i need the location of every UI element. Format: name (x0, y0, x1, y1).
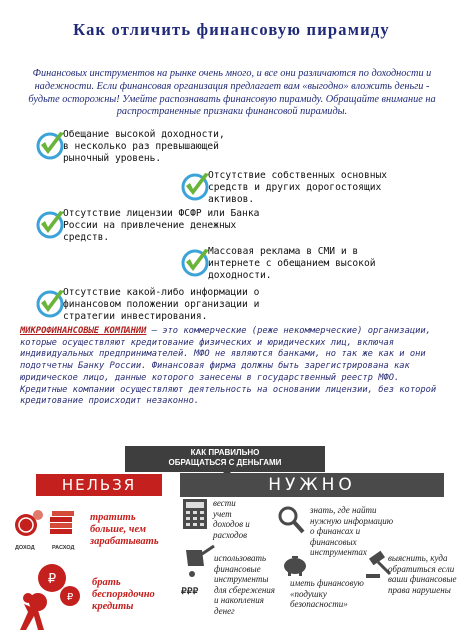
do-know-where-to-apply: выяснить, куда обратиться если ваши финансовые права нарушены (388, 553, 457, 595)
expense-label: РАСХОД (52, 545, 75, 551)
do-use-instruments: использовать финансовые инструменты для сбережения и накопления денег (214, 553, 275, 616)
svg-text:₽: ₽ (47, 572, 57, 587)
dont-take-loans: брать беспорядочно кредиты (92, 577, 155, 612)
magnifier-icon (276, 505, 306, 535)
watering-can-icon (180, 540, 216, 584)
piggy-bank-icon (280, 554, 310, 576)
mfo-lead: МИКРОФИНАНСОВЫЕ КОМПАНИИ (20, 326, 147, 336)
mfo-paragraph (20, 326, 445, 408)
nuzhno-heading: НУЖНО (180, 473, 444, 497)
sign-text: Обещание высокой доходности, в несколько раз превышающей рыночный уровень. (63, 129, 225, 165)
checkmark-icon (36, 208, 66, 240)
sign-text: Отсутствие лицензии ФСФР или Банка России на привлечение денежных средств. (63, 208, 260, 244)
sign-text: Отсутствие собственных основных средств и других дорогостоящих активов. (208, 170, 388, 206)
sign-text: Массовая реклама в СМИ и в интернете с обещанием высокой доходности. (208, 246, 376, 282)
sign-text: Отсутствие какой-либо информации о финансовом положении организации и стратегии инвестирования. (63, 287, 260, 323)
calculator-icon (182, 498, 208, 530)
intro-paragraph: Финансовых инструментов на рынке очень много, и все они различаются по доходности и надежности. Если финансовая организация предлагает вам «выгодно» вложить деньги - будьте осторожны! Умейте распознавать финансовую пирамиду. Обращайте внимание на распространенные признаки финансовой пирамиды. (28, 68, 436, 118)
money-banner (125, 446, 325, 472)
banner-text: КАК ПРАВИЛЬНО ОБРАЩАТЬСЯ С ДЕНЬГАМИ (168, 448, 282, 467)
dont-overspend: тратить больше, чем зарабатывать (90, 512, 159, 547)
nelzya-heading: НЕЛЬЗЯ (36, 474, 162, 496)
coins-icon (12, 505, 84, 545)
checkmark-icon (181, 246, 211, 278)
do-safety-cushion: иметь финансовую «подушку безопасности» (290, 578, 364, 609)
checkmark-icon (181, 170, 211, 202)
checkmark-icon (36, 287, 66, 319)
page-title: Как отличить финансовую пирамиду (73, 20, 390, 39)
debt-burden-icon (14, 560, 84, 632)
do-keep-records: вести учет доходов и расходов (213, 498, 250, 540)
svg-text:₽: ₽ (66, 592, 74, 603)
income-label: ДОХОД (15, 545, 35, 551)
checkmark-icon (36, 129, 66, 161)
currency-symbols: ₽₽₽ (181, 586, 199, 596)
do-find-information: знать, где найти нужную информацию о финансах и финансовых инструментах (310, 505, 394, 557)
mfo-text: – это коммерческие (реже некоммерческие) организации, которые осуществляют кредитование физических и юридических лиц, включая индивидуальных предпринимателей. МФО не являются банками, но так же как и они подотчетны Банку России. Финансовая фирма должны быть зарегистрирована как юридическое лицо, данные которого занесены в государственный реестр МФО. Кредитные компании осуществляют деятельность на основании лицензии, без которой кредитование происходит незаконно. (20, 326, 437, 407)
